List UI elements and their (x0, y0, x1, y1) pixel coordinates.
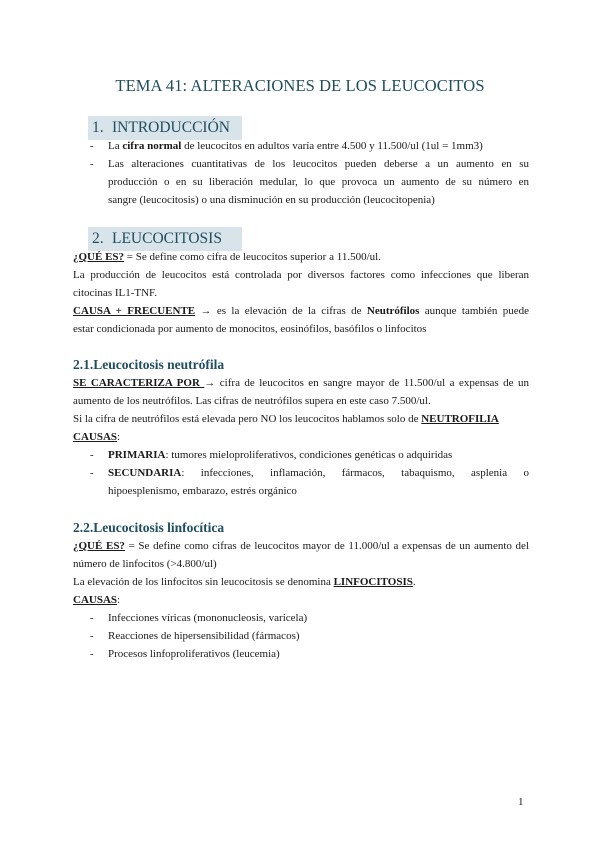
text: → cifra de leucocitos en sangre mayor de 11.500/ul a expensas de un (204, 377, 529, 389)
bold-term: Neutrófilos (366, 305, 420, 317)
bullet-dash: - (90, 140, 94, 152)
text: aunque también puede (419, 305, 529, 317)
underlined-term: NEUTROFILIA (421, 413, 499, 425)
text: : (117, 431, 121, 443)
text: . (412, 576, 416, 588)
causa-frecuente-line1 (73, 302, 529, 320)
que-es-linfocitica-line1 (73, 537, 529, 555)
bullet-dash: - (90, 648, 94, 660)
underlined-label: CAUSAS (73, 594, 118, 606)
text: → es la elevación de la cifras de (195, 305, 367, 317)
bullet-dash: - (90, 612, 94, 624)
page-title: TEMA 41: ALTERACIONES DE LOS LEUCOCITOS (115, 76, 485, 95)
text: : (117, 594, 121, 606)
bullet-dash: - (90, 467, 94, 479)
bullet-secundaria-line2: hipoesplenismo, embarazo, estrés orgánico (108, 485, 297, 497)
text: de leucocitos en adultos varía entre 4.500 y 11.500/ul (1ul = 1mm3) (181, 140, 483, 152)
subsection-heading-linfocitica: 2.2.Leucocitosis linfocítica (73, 520, 225, 535)
underlined-label: CAUSA + FRECUENTE (73, 305, 196, 317)
bullet-alteraciones-line3: sangre (leucocitosis) o una disminución en su producción (leucocitopenia) (108, 194, 435, 206)
text: = Se define como cifra de leucocitos superior a 11.500/ul. (124, 251, 381, 263)
text: Si la cifra de neutrófilos está elevada pero NO los leucocitos hablamos solo de (73, 413, 422, 425)
bold-term: PRIMARIA (108, 449, 166, 461)
text: : infecciones, inflamación, fármacos, tabaquismo, asplenia o (181, 467, 529, 479)
underlined-label: ¿QUÉ ES? (73, 251, 125, 263)
produccion-line2: citocinas IL1-TNF. (73, 287, 158, 299)
underlined-label: SE CARACTERIZA POR (73, 377, 205, 389)
text: : tumores mieloproliferativos, condiciones genéticas o adquiridas (165, 449, 453, 461)
bullet-alteraciones-line1: Las alteraciones cuantitativas de los leucocitos pueden deberse a un aumento en su (108, 158, 529, 170)
section-title: INTRODUCCIÓN (112, 119, 230, 136)
underlined-label: ¿QUÉ ES? (73, 540, 125, 552)
caracteriza-line1 (73, 374, 529, 392)
underlined-term: LINFOCITOSIS (333, 576, 413, 588)
bullet-alteraciones-line2: producción o en su liberación medular, lo que provoca un aumento de su número en (108, 176, 529, 188)
subsection-heading-neutrofila: 2.1.Leucocitosis neutrófila (73, 357, 225, 372)
neutrofilia-paragraph (73, 410, 529, 428)
bullet-dash: - (90, 630, 94, 642)
que-es-paragraph (73, 248, 529, 266)
underlined-label: CAUSAS (73, 431, 118, 443)
section-title: LEUCOCITOSIS (112, 230, 222, 247)
bullet-primaria (108, 446, 529, 464)
page-number: 1 (518, 796, 524, 808)
linfocitosis-paragraph (73, 573, 529, 591)
causas-label (73, 428, 529, 446)
bullet-secundaria-line1 (108, 464, 529, 482)
text: La (108, 140, 123, 152)
caracteriza-line2: aumento de los neutrófilos. Las cifras de neutrófilos supera en este caso 7.500/ul. (73, 395, 431, 407)
bold-term: cifra normal (122, 140, 182, 152)
produccion-line1: La producción de leucocitos está controlada por diversos factores como infecciones que liberan (73, 269, 529, 281)
bullet-infecciones: Infecciones víricas (mononucleosis, varicela) (108, 612, 308, 624)
text: La elevación de los linfocitos sin leucocitosis se denomina (73, 576, 334, 588)
bullet-linfoproliferativos: Procesos linfoproliferativos (leucemia) (108, 648, 280, 660)
bold-term: SECUNDARIA (108, 467, 182, 479)
bullet-cifra-normal (108, 137, 529, 155)
bullet-dash: - (90, 158, 94, 170)
causa-frecuente-line2: estar condicionada por aumento de monocitos, eosinófilos, basófilos o linfocitos (73, 323, 427, 335)
causas-label (73, 591, 529, 609)
bullet-hipersensibilidad: Reacciones de hipersensibilidad (fármacos) (108, 630, 300, 642)
text: = Se define como cifras de leucocitos mayor de 11.000/ul a expensas de un aumento del (124, 540, 529, 552)
bullet-dash: - (90, 449, 94, 461)
que-es-linfocitica-line2: número de linfocitos (>4.800/ul) (73, 558, 217, 570)
section-number: 1. (92, 119, 104, 136)
section-number: 2. (92, 230, 104, 247)
